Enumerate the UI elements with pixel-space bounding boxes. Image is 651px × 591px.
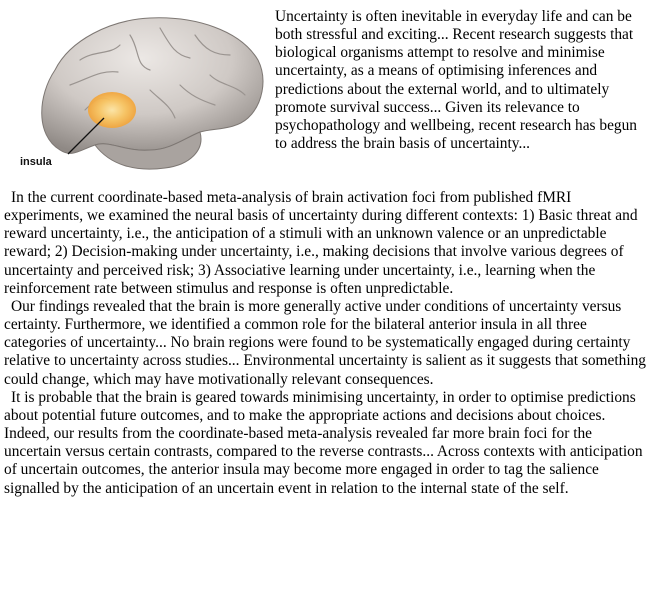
brain-illustration [0,0,268,178]
insula-region [88,92,136,128]
paragraph-methods: In the current coordinate-based meta-analysis of brain activation foci from published fMRI experiments, we examined the neural basis of uncertainty during different contexts: 1) Basic threat and reward uncertainty, i.e., the anticipation of a stimuli with an unknown valence or an unpredictable reward; 2) Decision-making under uncertainty, i.e., making decisions that involve various degrees of uncertainty and perceived risk; 3) Associative learning under uncertainty, i.e., learning when the reinforcement rate between stimulus and response is often unpredictable. [4,189,638,297]
intro-paragraph: Uncertainty is often inevitable in everyday life and can be both stressful and exciting... Recent research suggests that biological organisms attempt to resolve and minimise uncertainty, as a means of optimising inferences and predictions about the external world, and to ultimately promote survival success... Given its relevance to psychopathology and wellbeing, recent research has begun to address the brain basis of uncertainty... [275,8,637,153]
insula-label: insula [20,156,52,168]
intro-text-block [275,8,647,153]
brain-figure [0,0,268,178]
body-text-block [4,189,648,498]
paragraph-findings: Our findings revealed that the brain is more generally active under conditions of uncertainty versus certainty. Furthermore, we identified a common role for the bilateral anterior insula in all three categories of uncertainty... No brain regions were found to be systematically engaged during certainty relative to uncertainty across studies... Environmental uncertainty is salient as it suggests that something could change, which may have motivationally relevant consequences. [4,297,646,388]
paragraph-conclusion: It is probable that the brain is geared towards minimising uncertainty, in order to optimise predictions about potential future outcomes, and to make the appropriate actions and decisions about choices. Indeed, our results from the coordinate-based meta-analysis revealed far more brain foci for the uncertain versus certain contrasts, compared to the reverse contrasts... Across contexts with anticipation of uncertain outcomes, the anterior insula may become more engaged in order to tag the salience signalled by the anticipation of an uncertain event in relation to the internal state of the self. [4,388,643,497]
